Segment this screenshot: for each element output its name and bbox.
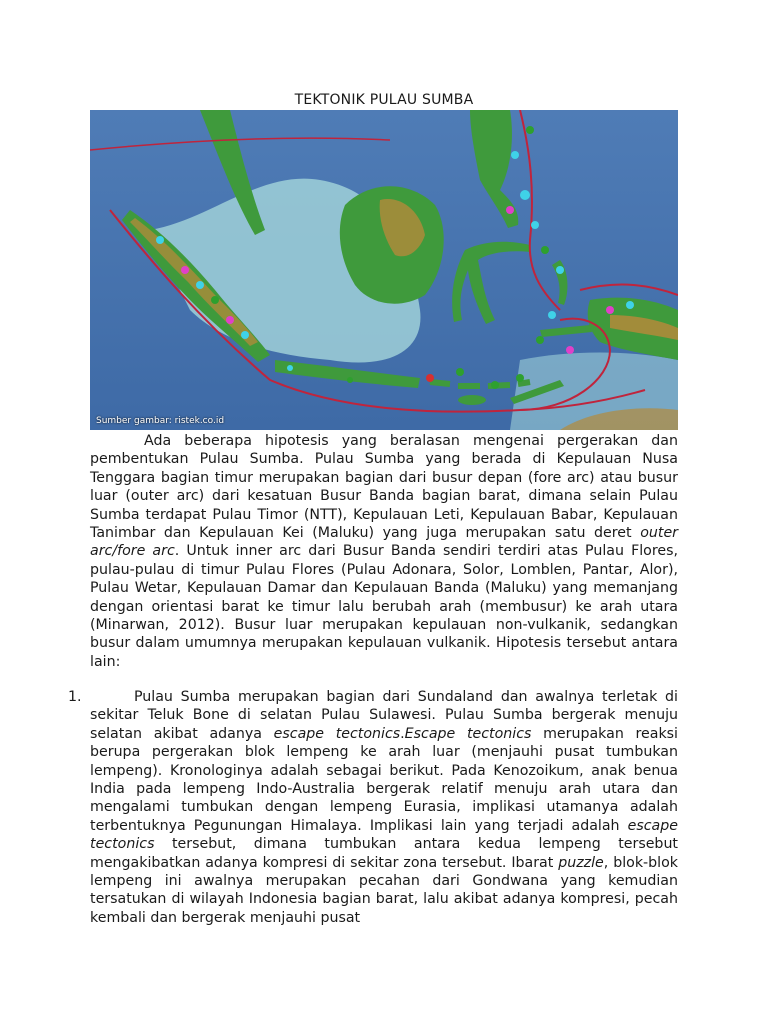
quake-marker	[626, 301, 634, 309]
quake-marker	[156, 236, 164, 244]
paragraph-text: Ada beberapa hipotesis yang beralasan mengenai pergerakan dan pembentukan Pulau Sumba. Pulau Sumba yang berada di Kepulauan Nusa Tenggara bagian timur merupakan bagian dari busur depan (fore arc) atau busur luar (outer arc) dari kesatuan Busur Banda bagian barat, dimana selain Pulau Sumba terdapat Pulau Timor (NTT), Kepulauan Leti, Kepulauan Babar, Kepulauan Tanimbar dan Kepulauan Kei (Maluku) yang juga merupakan satu deret	[90, 433, 678, 542]
list-item-text: merupakan reaksi berupa pergerakan blok lempeng ke arah luar (menjauhi pusat tumbukan lempeng). Kronologinya adalah sebagai berikut. Pada Kenozoikum, anak benua India pada lempeng Indo-Australia bergerak relatif menuju arah utara dan mengalami tumbukan dengan lempeng Eurasia, implikasi utamanya adalah terbentuknya Pegunungan Himalaya. Implikasi lain yang terjadi adalah	[90, 725, 678, 834]
italic-term: Escape tectonics	[404, 725, 532, 742]
quake-marker	[211, 296, 219, 304]
quake-marker	[347, 377, 353, 383]
quake-marker	[541, 246, 549, 254]
quake-marker	[506, 206, 514, 214]
quake-marker	[536, 336, 544, 344]
quake-marker	[548, 311, 556, 319]
tectonic-map-figure	[90, 110, 678, 430]
quake-marker	[181, 266, 189, 274]
quake-marker	[456, 368, 464, 376]
quake-marker	[531, 221, 539, 229]
quake-marker	[226, 316, 234, 324]
list-item-text: , blok-blok lempeng ini awalnya merupakan pecahan dari Gondwana yang kemudian tersatukan di wilayah Indonesia bagian barat, lalu akibat adanya kompresi, pecah kembali dan bergerak menjauhi pusat	[90, 854, 678, 926]
quake-marker	[520, 190, 530, 200]
paragraph-text: . Untuk inner arc dari Busur Banda sendiri terdiri atas Pulau Flores, pulau-pulau di timur Pulau Flores (Pulau Adonara, Solor, Lomblen, Pantar, Alor), Pulau Wetar, Kepulauan Damar dan Kepulauan Banda (Maluku) yang memanjang dengan orientasi barat ke timur lalu berubah arah (membusur) ke arah utara (Minarwan, 2012). Busur luar merupakan kepulauan non-vulkanik, sedangkan busur dalam umumnya merupakan kepulauan vulkanik. Hipotesis tersebut antara lain:	[90, 543, 679, 670]
list-item	[90, 688, 678, 927]
paragraph-italic-term: outer arc/fore arc	[90, 525, 678, 560]
intro-paragraph	[90, 432, 678, 671]
list-number: 1.	[68, 689, 82, 705]
page-title: TEKTONIK PULAU SUMBA	[294, 92, 474, 108]
quake-marker	[556, 266, 564, 274]
quake-marker	[606, 306, 614, 314]
quake-marker	[241, 331, 249, 339]
quake-marker	[516, 374, 524, 382]
quake-marker	[526, 126, 534, 134]
quake-marker	[287, 365, 293, 371]
italic-term: escape tectonics	[90, 817, 678, 853]
italic-term: puzzle	[558, 854, 604, 871]
figure-caption: Sumber gambar: ristek.co.id	[96, 416, 225, 426]
list-item-text: .	[400, 725, 405, 742]
quake-marker	[511, 151, 519, 159]
quake-marker	[491, 381, 499, 389]
sumba-island	[458, 395, 486, 405]
quake-marker	[566, 346, 574, 354]
list-item-text: tersebut, dimana tumbukan antara kedua lempeng tersebut mengakibatkan adanya kompresi di sekitar zona tersebut. Ibarat	[90, 836, 678, 871]
italic-term: escape tectonics	[273, 725, 401, 742]
list-item-text: Pulau Sumba merupakan bagian dari Sundaland dan awalnya terletak di sekitar Teluk Bone di selatan Pulau Sulawesi. Pulau Sumba bergerak menuju selatan akibat adanya	[90, 689, 678, 742]
quake-marker	[426, 374, 434, 382]
quake-marker	[196, 281, 204, 289]
indonesia-tectonic-map	[90, 110, 678, 430]
